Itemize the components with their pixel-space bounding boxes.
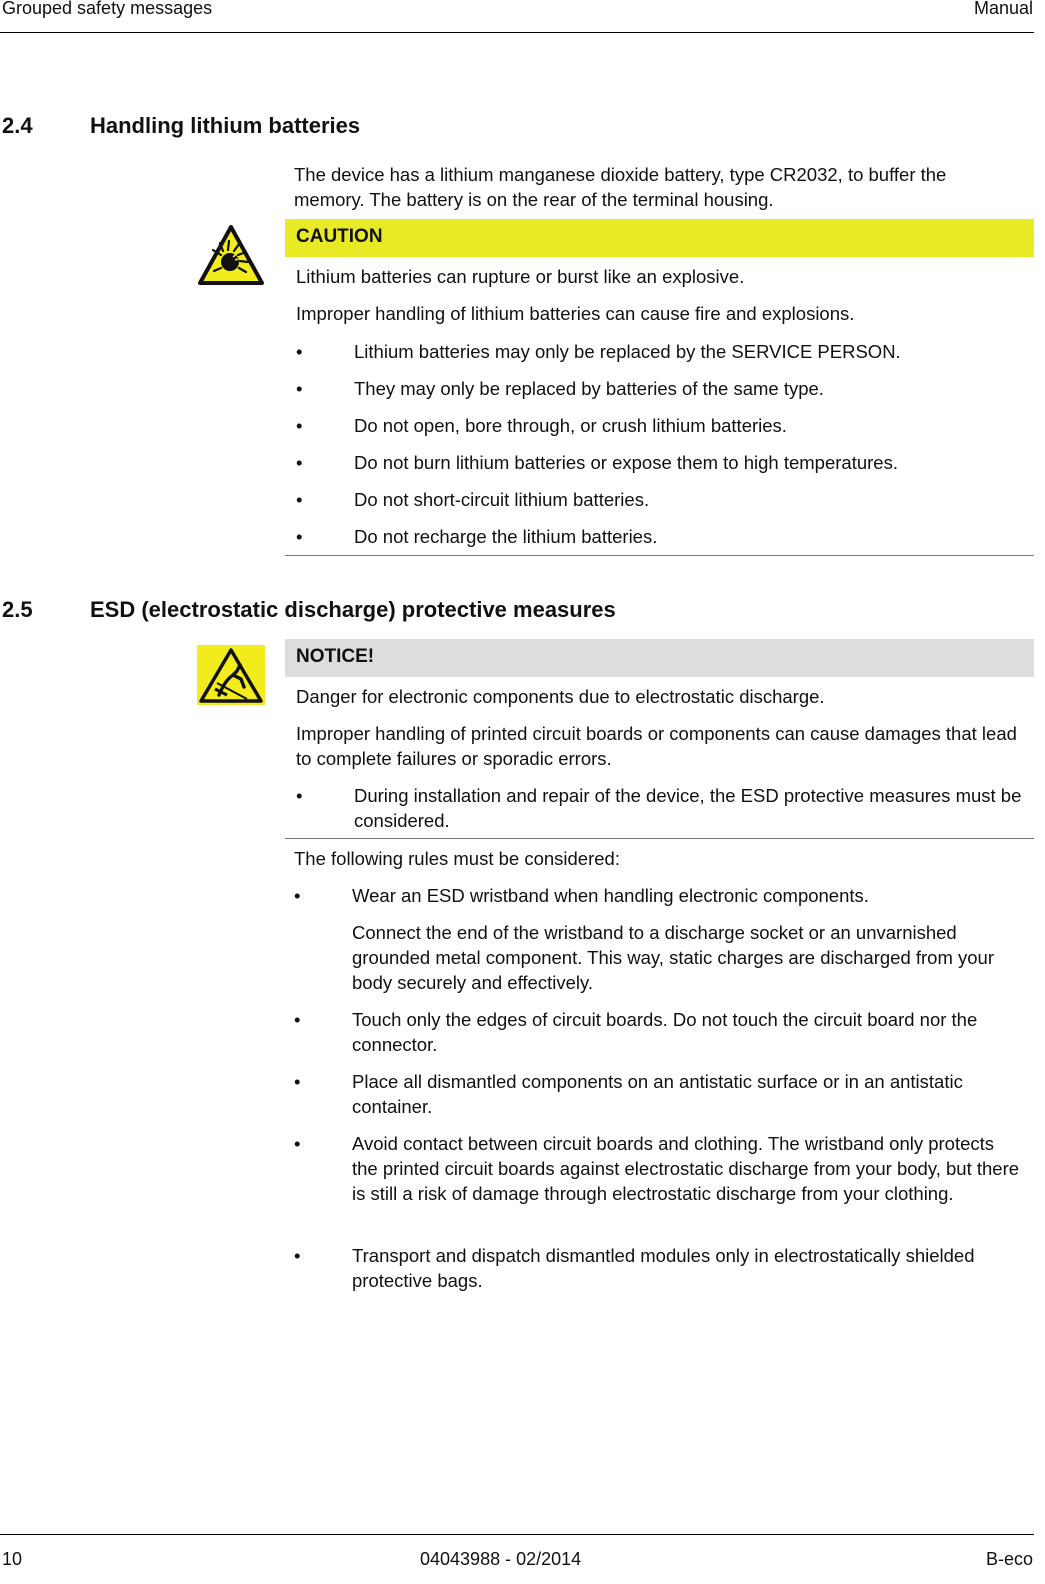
notice-label: NOTICE! (296, 646, 375, 667)
notice-consequence: Improper handling of printed circuit boards or components can cause damages that lead to complete failures or sporadic errors. (296, 723, 1017, 769)
footer-rule (0, 1534, 1034, 1535)
rules-intro: The following rules must be considered: (294, 848, 620, 869)
caution-consequence: Improper handling of lithium batteries can cause fire and explosions. (296, 303, 855, 324)
section-title: Handling lithium batteries (90, 113, 361, 138)
page-number: 10 (2, 1549, 23, 1569)
caution-box-bottom-rule (285, 555, 1034, 556)
section-heading-2-5 (2, 597, 616, 623)
esd-warning-icon (197, 645, 265, 705)
caution-label: CAUTION (296, 226, 383, 247)
section-number: 2.5 (2, 597, 33, 622)
section-number: 2.4 (2, 113, 33, 138)
intro-paragraph: The device has a lithium manganese dioxide battery, type CR2032, to buffer the memory. The battery is on the rear of the terminal housing. (294, 164, 947, 210)
explosion-warning-icon (197, 224, 265, 286)
running-header-doc-type: Manual (973, 0, 1033, 18)
running-header-title: Grouped safety messages (2, 0, 213, 18)
caution-statement: Lithium batteries can rupture or burst like an explosive. (296, 266, 745, 287)
section-title: ESD (electrostatic discharge) protective measures (90, 597, 616, 622)
header-rule (0, 32, 1034, 33)
caution-label-band (285, 219, 1034, 257)
notice-statement: Danger for electronic components due to electrostatic discharge. (296, 686, 825, 707)
document-number: 04043988 - 02/2014 (420, 1549, 582, 1569)
notice-label-band (285, 639, 1034, 677)
notice-box-bottom-rule (285, 838, 1034, 839)
section-heading-2-4 (2, 113, 360, 139)
product-name: B-eco (985, 1549, 1033, 1569)
